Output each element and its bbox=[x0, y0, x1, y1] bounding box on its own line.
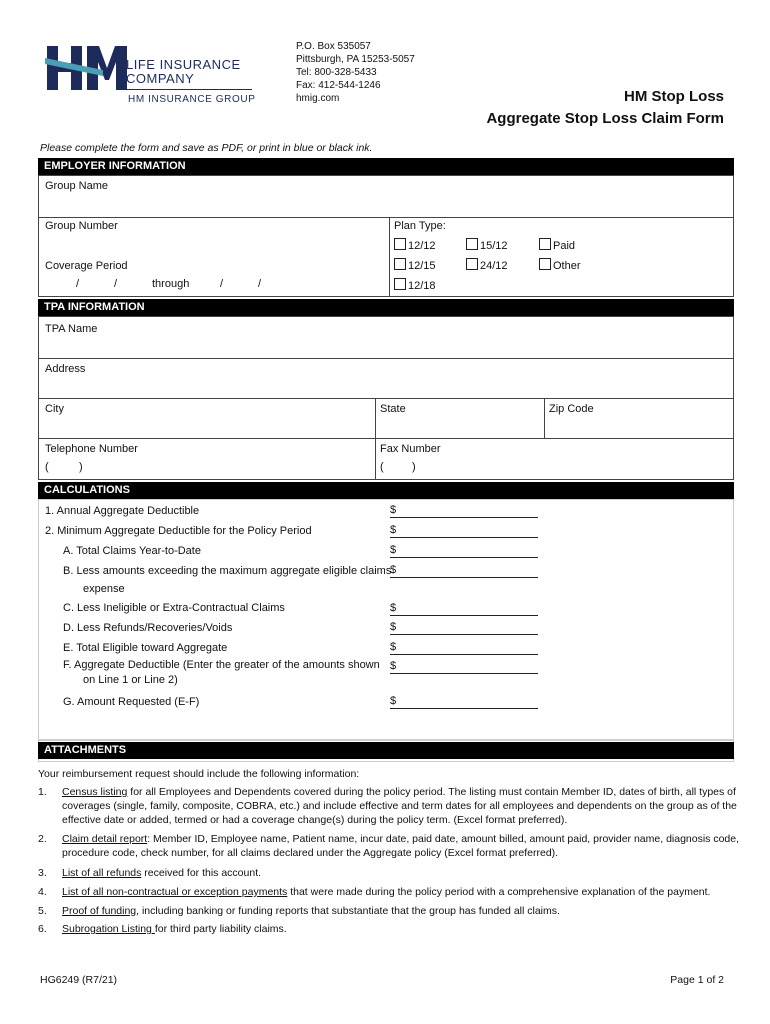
attachment-item-1: 1. Census listing for all Employees and Dependents covered during the policy period. The listing must contain Member ID, dates of birth, all types of coverages (single, family, composite, COBRA, etc.) and include effective and term dates for all employees and dependents on the group as of the effective date or added, termed or had a coverage change(s) during the policy term. (Excel format preferred). bbox=[38, 786, 737, 826]
plan-checkbox-12-18[interactable]: 12/18 bbox=[394, 278, 436, 292]
phone-paren-close: ) bbox=[79, 461, 83, 473]
fax-label: Fax Number bbox=[380, 443, 441, 455]
tpa-section-header: TPA INFORMATION bbox=[38, 299, 734, 316]
calc-line-f-cont: on Line 1 or Line 2) bbox=[83, 674, 178, 686]
plan-checkbox-24-12[interactable]: 24/12 bbox=[466, 258, 508, 272]
tpa-name-label: TPA Name bbox=[45, 323, 98, 335]
attachment-item-5: 5. Proof of funding, including banking or funding reports that substantiate that the group has funded all claims. bbox=[38, 905, 560, 917]
date-slash: / bbox=[76, 278, 80, 290]
date-slash: / bbox=[114, 278, 118, 290]
tpa-city-field[interactable] bbox=[38, 398, 376, 439]
calculations-section-header: CALCULATIONS bbox=[38, 482, 734, 499]
calc-line-e: E. Total Eligible toward Aggregate bbox=[63, 642, 228, 654]
attachments-intro: Your reimbursement request should include the following information: bbox=[38, 768, 360, 780]
plan-checkbox-15-12[interactable]: 15/12 bbox=[466, 238, 508, 252]
fax-paren-close: ) bbox=[412, 461, 416, 473]
instructions: Please complete the form and save as PDF, or print in blue or black ink. bbox=[40, 142, 373, 154]
amount-field-b[interactable]: $ bbox=[390, 564, 538, 578]
attachment-item-3: 3. List of all refunds received for this account. bbox=[38, 867, 262, 879]
date-slash: / bbox=[220, 278, 224, 290]
zip-label: Zip Code bbox=[549, 403, 594, 415]
form-title-line1: HM Stop Loss bbox=[624, 88, 724, 105]
group-name-label: Group Name bbox=[45, 180, 108, 192]
plan-checkbox-12-12[interactable]: 12/12 bbox=[394, 238, 436, 252]
tpa-address-field[interactable] bbox=[38, 358, 734, 399]
logo-company-name: LIFE INSURANCE COMPANY bbox=[126, 57, 241, 86]
calc-line-b-cont: expense bbox=[83, 583, 125, 595]
amount-field-f[interactable]: $ bbox=[390, 660, 538, 674]
calc-line-2: 2. Minimum Aggregate Deductible for the Policy Period bbox=[45, 525, 312, 537]
calc-line-a: A. Total Claims Year-to-Date bbox=[63, 545, 201, 557]
attachment-item-2: 2. Claim detail report: Member ID, Employee name, Patient name, incur date, paid date, amount billed, amount paid, provider name, diagnosis code, procedure code, check number, for all claims declared under the Aggregate policy (Excel format preferred). bbox=[38, 833, 740, 859]
amount-field-c[interactable]: $ bbox=[390, 602, 538, 616]
amount-field-a[interactable]: $ bbox=[390, 544, 538, 558]
fax-paren-open: ( bbox=[380, 461, 384, 473]
city-label: City bbox=[45, 403, 64, 415]
calc-line-d: D. Less Refunds/Recoveries/Voids bbox=[63, 622, 233, 634]
state-label: State bbox=[380, 403, 406, 415]
logo-group-name: HM INSURANCE GROUP bbox=[128, 94, 256, 105]
logo-divider bbox=[127, 89, 252, 90]
amount-field-g[interactable]: $ bbox=[390, 695, 538, 709]
employer-section-header: EMPLOYER INFORMATION bbox=[38, 158, 734, 175]
tpa-address-label: Address bbox=[45, 363, 86, 375]
through-label: through bbox=[152, 278, 190, 290]
plan-checkbox-paid[interactable]: Paid bbox=[539, 238, 575, 252]
form-id: HG6249 (R7/21) bbox=[40, 974, 118, 986]
amount-field-d[interactable]: $ bbox=[390, 621, 538, 635]
date-slash: / bbox=[258, 278, 262, 290]
calc-line-c: C. Less Ineligible or Extra-Contractual Claims bbox=[63, 602, 285, 614]
hm-logo-mark bbox=[45, 44, 129, 92]
phone-label: Telephone Number bbox=[45, 443, 138, 455]
amount-field-line-2[interactable]: $ bbox=[390, 524, 538, 538]
group-name-field[interactable] bbox=[38, 175, 734, 218]
attachments-section-header: ATTACHMENTS bbox=[38, 742, 734, 759]
form-title-line2: Aggregate Stop Loss Claim Form bbox=[486, 110, 724, 127]
attachment-item-4: 4. List of all non-contractual or exception payments that were made during the policy period with a comprehensive explanation of the payment. bbox=[38, 886, 711, 898]
phone-paren-open: ( bbox=[45, 461, 49, 473]
company-address: P.O. Box 535057 Pittsburgh, PA 15253-5057 Tel: 800-328-5433 Fax: 412-544-1246 hmig.com bbox=[296, 41, 415, 104]
calc-line-f: F. Aggregate Deductible (Enter the greater of the amounts shown bbox=[63, 659, 380, 671]
calc-line-1: 1. Annual Aggregate Deductible bbox=[45, 505, 200, 517]
page-number: Page 1 of 2 bbox=[670, 974, 724, 986]
attachment-item-6: 6. Subrogation Listing for third party liability claims. bbox=[38, 923, 287, 935]
plan-type-label: Plan Type: bbox=[394, 220, 446, 232]
tpa-name-field[interactable] bbox=[38, 316, 734, 359]
amount-field-e[interactable]: $ bbox=[390, 641, 538, 655]
calc-line-g: G. Amount Requested (E-F) bbox=[63, 696, 200, 708]
plan-checkbox-other[interactable]: Other bbox=[539, 258, 581, 272]
calc-line-b: B. Less amounts exceeding the maximum aggregate eligible claims bbox=[63, 565, 392, 577]
group-number-label: Group Number bbox=[45, 220, 118, 232]
amount-field-line-1[interactable]: $ bbox=[390, 504, 538, 518]
plan-checkbox-12-15[interactable]: 12/15 bbox=[394, 258, 436, 272]
coverage-period-label: Coverage Period bbox=[45, 260, 128, 272]
